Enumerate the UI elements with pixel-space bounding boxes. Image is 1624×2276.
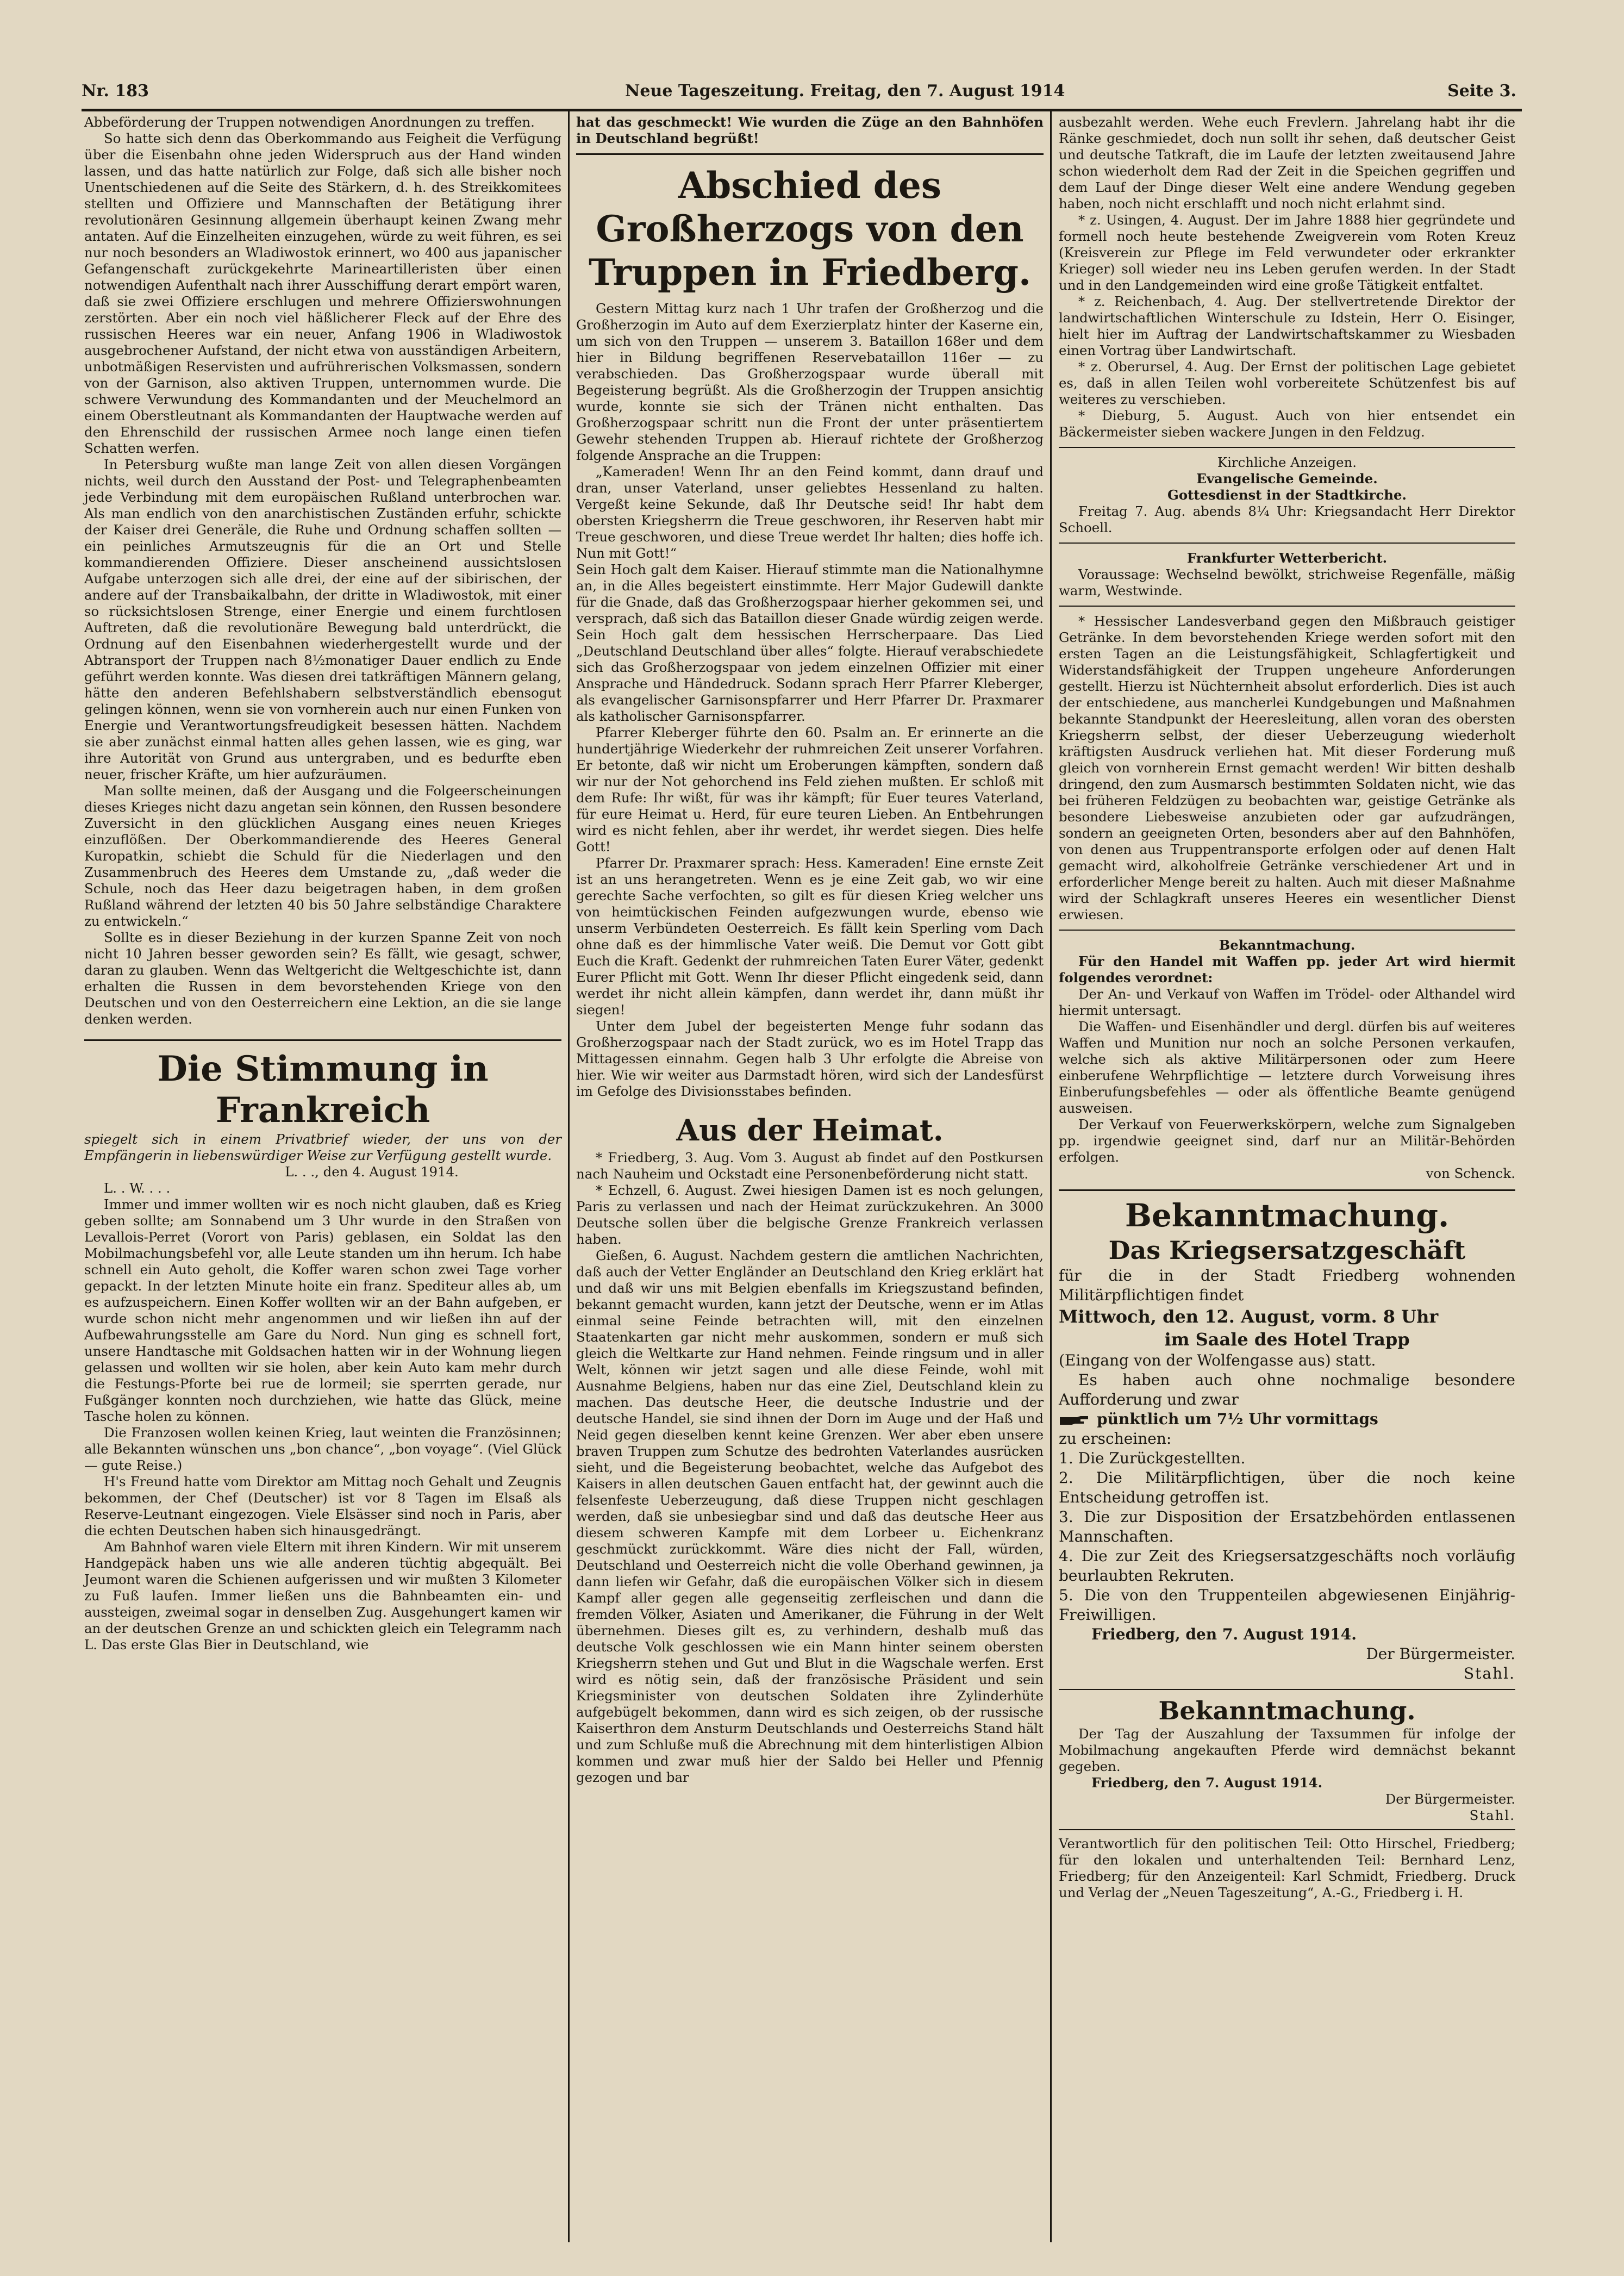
page-header xyxy=(82,82,1527,109)
ersatz-date: Mittwoch, den 12. August, vorm. 8 Uhr xyxy=(1059,1306,1439,1327)
ersatz-dateline: Friedberg, den 7. August 1914. xyxy=(1091,1625,1357,1643)
ersatz-appear: zu erscheinen: xyxy=(1059,1430,1172,1448)
waffen-text: Die Waffen- und Eisenhändler und dergl. dürfen bis auf weiteres Waffen und Munition nur noch an solche Personen verkaufen, welche sich als aktive Militärpersonen oder zum Heere einberufene Wehrpflichtige — letztere durch Vorweisung ihres Einberufungsbefehles — oder als öffentliche Beamte genügend ausweisen. xyxy=(1059,1019,1515,1116)
frankreich-text: Immer und immer wollten wir es noch nicht glauben, daß es Krieg geben sollte; am Sonnabend um 3 Uhr wurde in den Straßen von Levallois-Perret (Vorort von Paris) geblasen, ein Soldat las den Mobilmachungsbefehl vor, alle Leute standen um ihn herum. Ich habe schnell ein Auto geholt, die Koffer waren schon zwei Tage vorher gepackt. In der letzten Minute hoite ein franz. Spediteur alles ab, um es aufzuspeichern. Einen Koffer wollten wir an der Bahn aufgeben, er wurde schon nicht mehr angenommen und wir ließen ihn auf der Aufbewahrungsstelle am Gare du Nord. Nun ging es schnell fort, unsere Handtasche mit Goldsachen hatten wir in der Wohnung liegen gelassen und wollten wir sie holen, aber kein Auto kam mehr durch die Festungs-Pforte bei rue de lormeil; sie sperrten gerade, nur Fußgänger konnten noch durchziehen, wie hatte das Glück, meine Tasche holen zu können. xyxy=(84,1196,561,1424)
landesverband-text: * Hessischer Landesverband gegen den Mißbrauch geistiger Getränke. In dem bevorstehenden Kriege werden sofort mit den ersten Tagen an die Leistungsfähigkeit, Schlagfertigkeit und Widerstandsfähigkeit der Truppen ungeheure Anforderungen gestellt. Hierzu ist Nüchternheit absolut erforderlich. Dies ist auch der entschiedene, aus mancherlei Kundgebungen und Maßnahmen bekannte Standpunkt der Heeresleitung, allen voran des obersten Kriegsherrn selbst, der dieser Ueberzeugung wiederholt kräftigsten Ausdruck verliehen hat. Mit dieser Forderung muß gleich von vornherein Ernst gemacht werden! Wir bitten deshalb dringend, den zum Ausmarsch bestimmten Soldaten nicht, wie das bei früheren Feldzügen zu beobachten war, geistige Getränke als besondere Liebesweise anzubieten oder gar aufzudrängen, sondern an geeigneten Orten, besonders aber auf den Bahnhöfen, von denen aus Truppentransporte erfolgen oder auf denen Halt gemacht wird, alkoholfreie Getränke verschiedener Art und in erforderlicher Menge bereit zu halten. Auch mit dieser Maßnahme wird der Schlagkraft unseres Heeres ein wesentlicher Dienst erwiesen. xyxy=(1059,613,1515,922)
wetter-title: Frankfurter Wetterbericht. xyxy=(1186,550,1388,566)
ersatz-signature: Stahl. xyxy=(1463,1664,1515,1682)
article-text: In Petersburg wußte man lange Zeit von allen diesen Vorgängen nichts, weil durch den Ausstand der Post- und Telegraphenbeamten jede Verbindung mit dem europäischen Rußland unterbrochen war. Als man endlich von den anarchistischen Zuständen erfuhr, schickte der Kaiser drei Generäle, die Ruhe und Ordnung schaffen sollten — ein peinliches Armutszeugnis für die an Ort und Stelle kommandierenden Offiziere. Dieser anscheinend aussichtslosen Aufgabe unterzogen sich alle drei, der eine auf der sibirischen, der andere auf der Transbaikalbahn, der dritte in Wladiwostok, mit einer so rücksichtslosen Strenge, einer Energie und einem furchtlosen Auftreten, daß die revolutionäre Bewegung bald unterdrückt, die Ordnung auf den Eisenbahnen wiederhergestellt wurde und der Abtransport der Truppen nach 8½monatiger Dauer endlich zu Ende geführt werden konnte. Was diesen drei tatkräftigen Männern gelang, hätte den anderen Befehlshabern selbstverständlich ebensogut gelingen können, wenn sie von vornherein auch nur einen Funken von Energie und Verantwortungsfreudigkeit besessen hätten. Nachdem sie aber zunächst einmal hatten alles gehen lassen, wie es ging, war ihre Autorität von Grund aus untergraben, und es bedurfte eben neuer, frischer Kräfte, um hier aufzuräumen. xyxy=(84,457,561,782)
ersatz-subtitle: Das Kriegsersatzgeschäft xyxy=(1108,1236,1466,1265)
frankreich-dateline: L. . ., den 4. August 1914. xyxy=(285,1164,459,1180)
pointing-hand-icon xyxy=(1059,1415,1089,1426)
waffen-text: Für den Handel mit Waffen pp. jeder Art wird hiermit folgendes verordnet: xyxy=(1059,953,1515,986)
page-number: Seite 3. xyxy=(1447,82,1516,101)
wetter-text: Voraussage: Wechselnd bewölkt, strichweise Regenfälle, mäßig warm, Westwinde. xyxy=(1059,566,1515,598)
ersatz-time xyxy=(1059,1410,1515,1429)
column-1 xyxy=(84,114,561,1653)
abschied-text: Sein Hoch galt dem Kaiser. Hierauf stimmte man die Nationalhymne an, in die Alles begeistert einstimmte. Herr Major Gudewill dankte für die Gnade, daß das Großherzogspaar hierher gekommen sei, und versprach, daß sich das Bataillon dieser Gnade würdig zeigen werde. Sein Hoch galt dem hessischen Herrscherpaare. Das Lied „Deutschland Deutschland über alles“ folgte. Hierauf verabschiedete sich das Großherzogspaar von jedem einzelnen Offizier mit einer Ansprache und Händedruck. Sodann sprach Herr Pfarrer Kleberger, als evangelischer Garnisonspfarrer und Herr Pfarrer Dr. Praxmarer als katholischer Garnisonspfarrer. xyxy=(576,562,1044,724)
abschied-text: Gestern Mittag kurz nach 1 Uhr trafen der Großherzog und die Großherzogin im Auto auf dem Exerzierplatz hinter der Kaserne ein, um sich von den Truppen — unserem 3. Bataillon 168er und dem hier in Bildung begriffenen Reservebataillon 116er — zu verabschieden. Das Großherzogspaar wurde überall mit Begeisterung begrüßt. Als die Großherzogin der Truppen ansichtig wurde, konnte sie sich der Tränen nicht enthalten. Das Großherzogspaar schritt nun die Front der unter präsentiertem Gewehr stehenden Truppen ab. Hierauf richtete der Großherzog folgende Ansprache an die Truppen: xyxy=(576,301,1044,463)
kirche-text: Freitag 7. Aug. abends 8¼ Uhr: Kriegsandacht Herr Direktor Schoell. xyxy=(1059,503,1515,535)
waffen-text: Der Verkauf von Feuerwerkskörpern, welche zum Signalgeben pp. irgendwie geeignet sind, darf nur an Militär-Behörden erfolgen. xyxy=(1059,1117,1515,1165)
taxe-title: Bekanntmachung. xyxy=(1158,1696,1416,1725)
taxe-signature: Stahl. xyxy=(1469,1807,1515,1823)
frankreich-intro: spiegelt sich in einem Privatbrief wieder, der uns von der Empfängerin in liebenswürdiger Weise zur Verfügung gestellt wurde. xyxy=(84,1131,561,1163)
ersatz-list-item: 3. Die zur Disposition der Ersatzbehörden entlassenen Mannschaften. xyxy=(1059,1508,1515,1545)
column-2 xyxy=(576,114,1044,1786)
column-divider xyxy=(1050,111,1052,2242)
article-text: Sollte es in dieser Beziehung in der kurzen Spanne Zeit von noch nicht 10 Jahren besser geworden sein? Es fällt, wie gesagt, schwer, daran zu glauben. Wenn das Weltgericht die Weltgeschichte ist, dann erhalten die Russen in dem bevorstehenden Kriege von den Deutschen und von den Oesterreichern eine Lektion, an die sie lange denken werden. xyxy=(84,930,561,1027)
issue-number: Nr. 183 xyxy=(82,82,149,101)
waffen-signature: von Schenck. xyxy=(1426,1165,1515,1181)
column-3 xyxy=(1059,114,1515,1901)
article-text: Abbeförderung der Truppen notwendigen Anordnungen zu treffen. xyxy=(84,114,535,130)
section-divider xyxy=(1059,1829,1515,1830)
article-text: So hatte sich denn das Oberkommando aus Feigheit die Verfügung über die Eisenbahn ohne jeden Widerspruch aus der Hand winden lassen, und das hatte natürlich zur Folge, daß sich alle bisher noch Unentschiedenen auf die Seite des Stärkern, d. h. des Streikkomitees stellten und Offiziere und Mannschaften der Betätigung ihrer revolutionären Gesinnung allgemein überhaupt keinen Zwang mehr antaten. Auf die Einzelheiten einzugehen, würde zu weit führen, es sei nur noch besonders an Wladiwostok erinnert, wo 400 aus japanischer Gefangenschaft zurückgekehrte Marineartilleristen über einen notwendigen Aufenthalt nach ihrer Ausschiffung derart empört waren, daß sie zwei Offiziere erschlugen und mehrere Offizierswohnungen zerstörten. Aber ein noch viel häßlicherer Fleck auf der Ehre des russischen Heeres war ein neuer, Anfang 1906 in Wladiwostok ausgebrochener Aufstand, der nicht etwa von ausständigen Arbeitern, unbotmäßigen Reservisten und aufrührerischen Volksmassen, sondern von der Garnison, also aktiven Truppen, unternommen wurde. Die schwere Verwundung des Kommandanten und der Meuchelmord an einem Oberstleutnant als Kommandanten der Hauptwache werden auf den Ehrenschild der russischen Armee noch lange einen tiefen Schatten werfen. xyxy=(84,130,561,456)
local-news-item: * z. Oberursel, 4. Aug. Der Ernst der politischen Lage gebietet es, daß in allen Teilen wohl vorbereitete Schützenfest bis auf weiteres zu verschieben. xyxy=(1059,359,1515,407)
imprint: Verantwortlich für den politischen Teil: Otto Hirschel, Friedberg; für den lokalen und unterhaltenden Teil: Bernhard Lenz, Friedberg; für den Anzeigenteil: Karl Schmidt, Friedberg. Druck und Verlag der „Neuen Tageszeitung“, A.-G., Friedberg i. H. xyxy=(1059,1836,1515,1900)
frankreich-headline: Die Stimmung in Frankreich xyxy=(157,1049,489,1131)
ersatz-list-item: 1. Die Zurückgestellten. xyxy=(1059,1449,1246,1467)
abschied-text: Pfarrer Kleberger führte den 60. Psalm an. Er erinnerte an die hundertjährige Wiederkehr der ruhmreichen Zeit unserer Vorfahren. Er betonte, daß wir nicht um Eroberungen kämpften, sondern daß wir nur der Not gehorchend ins Feld ziehen mußten. Er schloß mit dem Rufe: Ihr wißt, für was ihr kämpft; für Euer teures Vaterland, für eure Heimat u. Herd, für eure teuren Lieben. An Entbehrungen wird es nicht fehlen, aber ihr werdet, ihr werdet siegen. Dies helfe Gott! xyxy=(576,725,1044,855)
abschied-text: Unter dem Jubel der begeisterten Menge fuhr sodann das Großherzogspaar nach der Stadt zurück, wo es im Hotel Trapp das Mittagessen einnahm. Gegen halb 3 Uhr erfolgte die Abreise von hier. Wie wir weiter aus Darmstadt hören, wird sich der Landesfürst im Gefolge des Divisionsstabes befinden. xyxy=(576,1018,1044,1099)
column-divider xyxy=(568,111,570,2242)
ersatz-time-text: pünktlich um 7½ Uhr vormittags xyxy=(1097,1410,1378,1428)
ersatz-list-item: 4. Die zur Zeit des Kriegsersatzgeschäfts noch vorläufig beurlaubten Rekruten. xyxy=(1059,1547,1515,1585)
taxe-signature: Der Bürgermeister. xyxy=(1385,1791,1515,1807)
article-text: Man sollte meinen, daß der Ausgang und die Folgeerscheinungen dieses Krieges nicht dazu angetan sein können, den Russen besondere Zuversicht in den glücklichen Ausgang eines neuen Krieges einzuflößen. Der Oberkommandierende des Heeres General Kuropatkin, schiebt die Schuld für die Niederlagen und den Zusammenbruch des Heeres dem Umstande zu, „daß weder die Schule, noch das Heer dazu beigetragen haben, in dem großen Rußland während der letzten 40 bis 50 Jahre selbständige Charaktere zu entwickeln.“ xyxy=(84,783,561,929)
ersatz-requirement: Es haben auch ohne nochmalige besondere Aufforderung und zwar xyxy=(1059,1371,1515,1408)
frankreich-text: Die Franzosen wollen keinen Krieg, laut weinten die Französinnen; alle Bekannten wünschen uns „bon chance“, „bon voyage“. (Viel Glück — gute Reise.) xyxy=(84,1425,561,1473)
frankreich-text: Am Bahnhof waren viele Eltern mit ihren Kindern. Wir mit unserem Handgepäck haben uns wie alle anderen tüchtig abgequält. Bei Jeumont waren die Schienen aufgerissen und wir mußten 3 Kilometer zu Fuß laufen. Immer ließen uns die Bahnbeamten ein- und aussteigen, zweimal sogar in denselben Zug. Ausgehungert kamen wir an der deutschen Grenze an und schickten gleich ein Telegramm nach L. Das erste Glas Bier in Deutschland, wie xyxy=(84,1539,561,1653)
taxe-text: Der Tag der Auszahlung der Taxsummen für infolge der Mobilmachung angekauften Pferde wird demnächst bekannt gegeben. xyxy=(1059,1726,1515,1774)
section-divider xyxy=(576,153,1044,155)
section-divider xyxy=(1059,930,1515,931)
masthead: Neue Tageszeitung. Freitag, den 7. August 1914 xyxy=(625,82,1065,101)
continued-text: hat das geschmeckt! Wie wurden die Züge an den Bahnhöfen in Deutschland begrüßt! xyxy=(576,114,1044,146)
ersatz-entrance: (Eingang von der Wolfengasse aus) statt. xyxy=(1059,1351,1376,1369)
frankreich-salute: L. . W. . . . xyxy=(104,1180,171,1196)
section-divider xyxy=(1059,1689,1515,1690)
heimat-text: Gießen, 6. August. Nachdem gestern die amtlichen Nachrichten, daß auch der Vetter Engländer an Deutschland den Krieg erklärt hat und daß wir uns mit Belgien ebenfalls im Kriegszustand befinden, bekannt gemacht wurden, kann jetzt der Deutsche, wenn er im Atlas einmal seine Feinde betrachten will, mit den einzelnen Staatenkarten gar nicht mehr auskommen, sondern er muß sich gleich die Weltkarte zur Hand nehmen. Feinde ringsum und in aller Welt, können wir jetzt sagen und alle diese Feinde, wohl mit Ausnahme Belgiens, haben nur das eine Ziel, Deutschland klein zu machen. Das deutsche Heer, die deutsche Industrie und der deutsche Handel, sie sind ihnen der Dorn im Auge und der Haß und Neid gegen dieselben kennt keine Grenzen. Wer aber eben unsere braven Truppen zum Schutze des bedrohten Vaterlandes ausrücken sieht, und die Begeisterung beobachtet, welche das Aufgebot des Kaisers in allen deutschen Gauen entfacht hat, der gewinnt auch die felsenfeste Ueberzeugung, daß diese Truppen nicht geschlagen werden, daß sie unbesiegbar sind und daß das deutsche Heer aus diesem schweren Kampfe mit dem Lorbeer u. Eichenkranz geschmückt zurückkommt. Wäre dies nicht der Fall, würden, Deutschland und Oesterreich nicht die volle Oberhand gewinnen, ja dann liefen wir Gefahr, daß die europäischen Völker sich in diesem Kampf aller gegen alle gegenseitig zerfleischen und dann die fremden Völker, Asiaten und Amerikaner, die Führung in der Welt übernehmen. Dieses gilt es, zu verhindern, deshalb muß das deutsche Volk geschlossen wie ein Mann hinter seinem obersten Kriegsherrn stehen und Gut und Blut in die Wagschale werfen. Erst wird es nötig sein, daß der französische Präsident und sein Kriegsminister von deutschen Soldaten ihre Zylinderhüte aufgebügelt bekommen, dann wird es sich zeigen, ob der russische Kaiserthron dem Ansturm Deutschlands und Oesterreichs Stand hält und zum Schluße muß die Abrechnung mit dem hinterlistigen Albion kommen und zwar muß hier der Saldo bei Heller und Pfennig gezogen und bar xyxy=(576,1248,1044,1785)
frankreich-text: H's Freund hatte vom Direktor am Mittag noch Gehalt und Zeugnis bekommen, der Chef (Deutscher) ist vor 8 Tagen im Elsaß als Reserve-Leutnant eingezogen. Viele Elsässer sind noch in Paris, aber die echten Deutschen haben sich hinausgedrängt. xyxy=(84,1474,561,1538)
local-news-item: * z. Reichenbach, 4. Aug. Der stellvertretende Direktor der landwirtschaftlichen Winterschule zu Idstein, Herr O. Eisinger, hielt hier im Auftrag der Landwirtschaftskammer zu Wiesbaden einen Vortrag über Landwirtschaft. xyxy=(1059,294,1515,358)
waffen-title: Bekanntmachung. xyxy=(1219,937,1356,953)
ersatz-signature: Der Bürgermeister. xyxy=(1366,1645,1515,1663)
section-divider xyxy=(1059,606,1515,607)
kirche-sub: Evangelische Gemeinde. xyxy=(1196,471,1378,487)
heimat-text: * Friedberg, 3. Aug. Vom 3. August ab findet auf den Postkursen nach Nauheim und Ockstadt eine Personenbeförderung nicht statt. xyxy=(576,1150,1044,1182)
heimat-headline: Aus der Heimat. xyxy=(676,1113,944,1148)
kirche-sub2: Gottesdienst in der Stadtkirche. xyxy=(1167,487,1407,503)
ersatz-list-item: 2. Die Militärpflichtigen, über die noch keine Entscheidung getroffen ist. xyxy=(1059,1469,1515,1506)
header-rule xyxy=(82,109,1522,111)
heimat-text: * Echzell, 6. August. Zwei hiesigen Damen ist es noch gelungen, Paris zu verlassen und nach der Heimat zurückzukehren. An 3000 Deutsche sollen über die belgische Grenze Frankreich verlassen haben. xyxy=(576,1182,1044,1247)
abschied-text: Pfarrer Dr. Praxmarer sprach: Hess. Kameraden! Eine ernste Zeit ist an uns herangetreten. Wenn es je eine Zeit gab, wo wir eine gerechte Sache verfochten, so gilt es für diesen Krieg welcher uns von heimtückischen Feinden aufgezwungen wurde, ebenso wie unserm Verbündeten Oesterreich. Es fällt kein Sperling vom Dach ohne daß es der himmlische Vater weiß. Die Demut vor Gott gibt Euch die Kraft. Gedenkt der ruhmreichen Taten Eurer Väter, gedenkt Eurer Pflicht mit Gott. Wenn Ihr dieser Pflicht eingedenk seid, dann werdet ihr nicht allein kämpfen, dann werdet ihr, dann müßt ihr siegen! xyxy=(576,855,1044,1018)
abschied-text: „Kameraden! Wenn Ihr an den Feind kommt, dann drauf und dran, unser Vaterland, unser geliebtes Hessenland zu halten. Vergeßt keine Sekunde, daß Ihr Deutsche seid! Ihr habt dem obersten Kriegsherrn die Treue geschworen, ihr Reserven habt mir Treue geschworen, und diese Treue werdet Ihr halten; dies hoffe ich. Nun mit Gott!“ xyxy=(576,464,1044,561)
section-divider xyxy=(1059,543,1515,544)
section-divider xyxy=(1059,447,1515,448)
continued-text: ausbezahlt werden. Wehe euch Frevlern. Jahrelang habt ihr die Ränke geschmiedet, doch nun sollt ihr sehen, daß deutscher Geist und deutsche Tatkraft, die im Laufe der letzten zweitausend Jahre schon wiederholt dem Rad der Zeit in die Speichen gegriffen und dem Lauf der Dinge dieser Welt eine andere Wendung gegeben haben, noch nicht erschlafft und noch nicht erlahmt sind. xyxy=(1059,114,1515,211)
taxe-dateline: Friedberg, den 7. August 1914. xyxy=(1091,1775,1323,1791)
ersatz-place: im Saale des Hotel Trapp xyxy=(1164,1329,1410,1350)
section-divider xyxy=(84,1039,561,1041)
ersatz-list-item: 5. Die von den Truppenteilen abgewiesenen Einjährig-Freiwilligen. xyxy=(1059,1586,1515,1624)
waffen-text: Der An- und Verkauf von Waffen im Trödel- oder Althandel wird hiermit untersagt. xyxy=(1059,986,1515,1018)
section-divider xyxy=(1059,1189,1515,1191)
abschied-headline: Abschied des Großherzogs von den Truppen in Friedberg. xyxy=(588,164,1032,294)
ersatz-intro: für die in der Stadt Friedberg wohnenden Militärpflichtigen findet xyxy=(1059,1267,1515,1304)
kirche-title: Kirchliche Anzeigen. xyxy=(1217,454,1357,470)
local-news-item: * Dieburg, 5. August. Auch von hier entsendet ein Bäckermeister sieben wackere Jungen in den Feldzug. xyxy=(1059,408,1515,440)
local-news-item: * z. Usingen, 4. August. Der im Jahre 1888 hier gegründete und formell noch heute bestehende Zweigverein vom Roten Kreuz (Kreisverein zur Pflege im Feld verwundeter oder erkrankter Krieger) soll wieder neu ins Leben gerufen werden. In der Stadt und in den Landgemeinden wird eine große Tätigkeit entfaltet. xyxy=(1059,212,1515,293)
ersatz-title: Bekanntmachung. xyxy=(1125,1197,1450,1234)
ersatz-notice xyxy=(1059,1196,1515,1683)
